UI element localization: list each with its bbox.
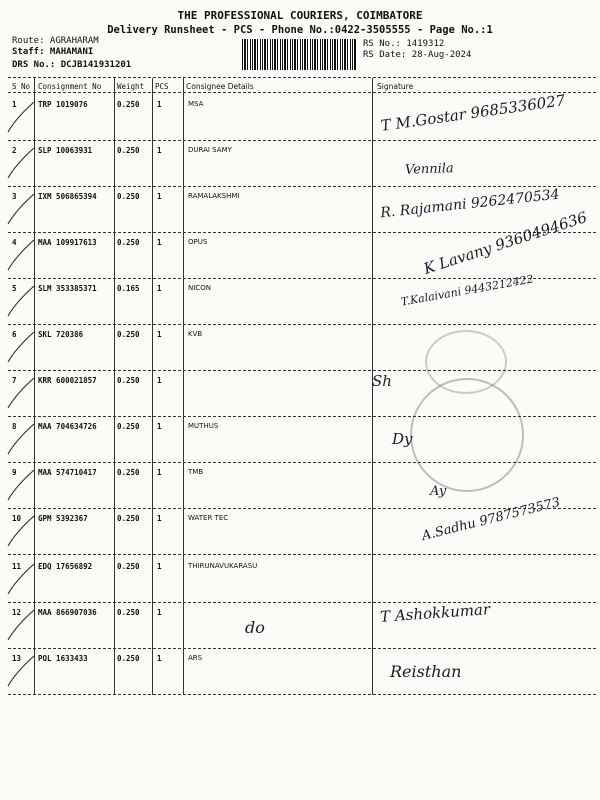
row-pcs: 1	[157, 468, 162, 477]
check-slash-mark	[4, 606, 38, 644]
row-consignee: DURAI SAMY	[188, 146, 232, 154]
row-consignee: ARS	[188, 654, 203, 662]
row-divider	[8, 186, 596, 187]
row-pcs: 1	[157, 238, 162, 247]
row-consignment-no: MAA 574710417	[38, 468, 97, 477]
row-sno: 4	[12, 238, 17, 247]
row-consignment-no: SLP 10063931	[38, 146, 93, 155]
row-consignment-no: MAA 866907036	[38, 608, 97, 617]
row-sno: 9	[12, 468, 17, 477]
handwritten-signature: T M.Gostar 9685336027	[379, 91, 567, 135]
table-row	[0, 650, 600, 696]
barcode	[242, 39, 357, 70]
check-slash-mark	[4, 512, 38, 550]
table-row	[0, 418, 600, 464]
table-row	[0, 188, 600, 234]
check-slash-mark	[4, 374, 38, 412]
row-divider	[8, 462, 596, 463]
row-consignee: OPUS	[188, 238, 208, 246]
table-row	[0, 464, 600, 510]
table-row	[0, 600, 600, 650]
company-title: THE PROFESSIONAL COURIERS, COIMBATORE	[177, 9, 423, 22]
row-pcs: 1	[157, 654, 162, 663]
check-slash-mark	[4, 98, 38, 136]
drs-number: DRS No.: DCJB141931201	[12, 60, 132, 70]
row-consignee: NICON	[188, 284, 211, 292]
rs-date: RS Date: 28-Aug-2024	[363, 50, 472, 60]
table-row	[0, 326, 600, 372]
table-row	[0, 372, 600, 418]
col-consignment: Consignment No	[38, 82, 102, 91]
row-pcs: 1	[157, 100, 162, 109]
check-slash-mark	[4, 466, 38, 504]
col-signature: Signature	[377, 82, 414, 91]
row-weight: 0.250	[117, 468, 140, 477]
handwritten-signature: T Ashokkumar	[379, 600, 491, 626]
table-row	[0, 142, 600, 188]
row-consignment-no: MAA 109917613	[38, 238, 97, 247]
table-row	[0, 272, 600, 326]
row-pcs: 1	[157, 192, 162, 201]
table-top-rule	[8, 77, 596, 78]
check-slash-mark	[4, 560, 38, 598]
table-row	[0, 495, 600, 556]
rs-number: RS No.: 1419312	[363, 39, 445, 49]
row-weight: 0.250	[117, 192, 140, 201]
row-pcs: 1	[157, 608, 162, 617]
col-pcs: PCS	[155, 82, 169, 91]
row-pcs: 1	[157, 146, 162, 155]
row-consignee: TMB	[188, 468, 204, 476]
row-sno: 10	[12, 514, 22, 523]
handwritten-signature: K Lavany 9360494636	[421, 208, 590, 278]
row-sno: 12	[12, 608, 22, 617]
row-consignee: KVB	[188, 330, 203, 338]
row-pcs: 1	[157, 376, 162, 385]
table-row	[0, 208, 600, 280]
row-weight: 0.250	[117, 514, 140, 523]
staff-label: Staff: MAHAMANI	[12, 47, 94, 57]
row-divider	[8, 416, 596, 417]
check-slash-mark	[4, 652, 38, 690]
row-consignee: RAMALAKSHMI	[188, 192, 240, 200]
row-consignment-no: IXM 506865394	[38, 192, 97, 201]
row-weight: 0.250	[117, 146, 140, 155]
row-consignment-no: TRP 1019076	[38, 100, 88, 109]
runsheet-subtitle: Delivery Runsheet - PCS - Phone No.:0422-3505555 - Page No.:1	[107, 24, 493, 36]
row-consignment-no: SKL 720386	[38, 330, 84, 339]
row-sno: 1	[12, 100, 17, 109]
check-slash-mark	[4, 144, 38, 182]
row-sno: 11	[12, 562, 22, 571]
row-divider	[8, 324, 596, 325]
row-sno: 5	[12, 284, 17, 293]
row-divider	[8, 554, 596, 555]
table-row	[0, 558, 600, 604]
row-divider	[8, 370, 596, 371]
row-weight: 0.250	[117, 654, 140, 663]
row-divider	[8, 694, 596, 695]
handwritten-signature: R. Rajamani 9262470534	[379, 186, 561, 222]
row-consignment-no: POL 1633433	[38, 654, 88, 663]
check-slash-mark	[4, 328, 38, 366]
row-sno: 3	[12, 192, 17, 201]
row-pcs: 1	[157, 562, 162, 571]
handwritten-signature: T.Kalaivani 9443212422	[399, 272, 535, 309]
row-weight: 0.250	[117, 376, 140, 385]
row-pcs: 1	[157, 422, 162, 431]
table-header-rule	[8, 92, 596, 93]
row-sno: 6	[12, 330, 17, 339]
row-weight: 0.250	[117, 562, 140, 571]
handwritten-signature: Ay	[430, 484, 447, 499]
row-weight: 0.250	[117, 422, 140, 431]
row-pcs: 1	[157, 330, 162, 339]
row-divider	[8, 602, 596, 603]
row-consignee: WATER TEC	[188, 514, 229, 522]
row-pcs: 1	[157, 514, 162, 523]
row-consignee: MUTHUS	[188, 422, 219, 430]
check-slash-mark	[4, 420, 38, 458]
handwritten-signature: Vennila	[404, 161, 454, 178]
row-sno: 8	[12, 422, 17, 431]
row-divider	[8, 140, 596, 141]
row-consignment-no: SLM 353385371	[38, 284, 97, 293]
row-consignment-no: MAA 704634726	[38, 422, 97, 431]
col-consignee: Consignee Details	[186, 82, 254, 91]
row-weight: 0.250	[117, 330, 140, 339]
row-sno: 2	[12, 146, 17, 155]
check-slash-mark	[4, 190, 38, 228]
row-consignee: THIRUNAVUKARASU	[188, 562, 258, 570]
handwritten-note: do	[245, 618, 265, 637]
route-label: Route: AGRAHARAM	[12, 36, 99, 46]
check-slash-mark	[4, 282, 38, 320]
row-sno: 7	[12, 376, 17, 385]
col-sno: S No	[12, 82, 31, 91]
row-pcs: 1	[157, 284, 162, 293]
row-sno: 13	[12, 654, 22, 663]
handwritten-signature: A.Sadhu 9787573573	[420, 495, 562, 544]
row-consignee: MSA	[188, 100, 204, 108]
handwritten-signature: Reisthan	[390, 662, 462, 681]
row-weight: 0.250	[117, 100, 140, 109]
row-consignment-no: GPM 5392367	[38, 514, 88, 523]
col-weight: Weight	[117, 82, 145, 91]
row-weight: 0.165	[117, 284, 140, 293]
row-consignment-no: KRR 600021857	[38, 376, 97, 385]
check-slash-mark	[4, 236, 38, 274]
row-weight: 0.250	[117, 608, 140, 617]
row-divider	[8, 648, 596, 649]
handwritten-signature: Sh	[372, 372, 392, 390]
row-weight: 0.250	[117, 238, 140, 247]
row-consignment-no: EDQ 17656892	[38, 562, 93, 571]
table-row	[0, 91, 600, 142]
handwritten-signature: Dy	[392, 430, 413, 448]
